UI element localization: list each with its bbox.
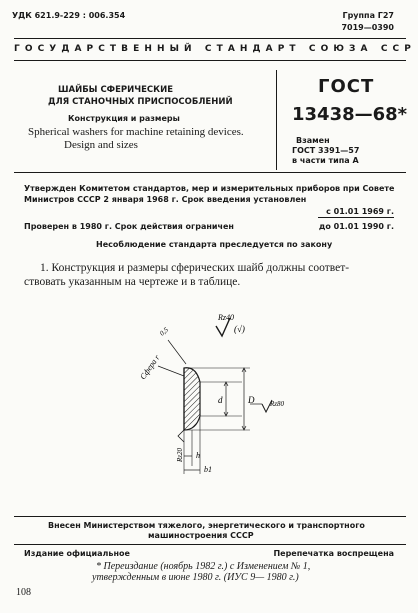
paragraph-line-2: ствовать указанным на чертеже и в таблице. bbox=[24, 276, 241, 288]
title-line-2: ДЛЯ СТАНОЧНЫХ ПРИСПОСОБЛЕНИЙ bbox=[48, 97, 233, 107]
udk-code: УДК 621.9-229 : 006.354 bbox=[12, 11, 126, 20]
title-rule-bottom bbox=[14, 172, 406, 173]
approval-line-1: Утвержден Комитетом стандартов, мер и измерительных приборов при Совете bbox=[24, 184, 395, 193]
title-line-1: ШАЙБЫ СФЕРИЧЕСКИЕ bbox=[58, 85, 174, 95]
washer-section bbox=[184, 368, 200, 430]
sphere-label: Сфера r bbox=[138, 353, 162, 382]
date-underline bbox=[318, 217, 394, 218]
title-english-1: Spherical washers for machine retaining devices. bbox=[28, 126, 244, 138]
state-standard-banner: ГОСУДАРСТВЕННЫЙ СТАНДАРТ СОЮЗА ССР bbox=[14, 44, 416, 54]
gost-label: ГОСТ bbox=[318, 76, 375, 97]
title-divider bbox=[276, 70, 277, 170]
reissue-note-1: * Переиздание (ноябрь 1982 г.) с Изменением № 1, bbox=[96, 561, 311, 572]
dim-b1-label: b1 bbox=[204, 465, 212, 474]
expiry-date: до 01.01 1990 г. bbox=[318, 222, 394, 231]
header-rule-bottom bbox=[14, 60, 406, 61]
chamfer-label: 0,5 bbox=[158, 325, 170, 338]
effective-date: с 01.01 1969 г. bbox=[326, 207, 394, 216]
group-code: 7019—0390 bbox=[341, 23, 394, 32]
rz-right-label: Rz80 bbox=[270, 400, 284, 408]
reprint-prohibited: Перепечатка воспрещена bbox=[273, 549, 394, 558]
chamfer-leader bbox=[168, 340, 186, 364]
replaces-standard: ГОСТ 3391—57 bbox=[292, 146, 360, 155]
title-english-2: Design and sizes bbox=[64, 139, 138, 151]
header-rule-top bbox=[14, 38, 406, 39]
dim-D-label: D bbox=[248, 395, 255, 405]
rz-left-icon bbox=[178, 430, 184, 442]
introduced-line-1: Внесен Министерством тяжелого, энергетического и транспортного bbox=[48, 521, 365, 530]
violation-notice: Несоблюдение стандарта преследуется по закону bbox=[96, 240, 333, 249]
replaces-scope: в части типа А bbox=[292, 156, 359, 165]
footer-rule-mid bbox=[14, 544, 406, 545]
footer-rule-top bbox=[14, 516, 406, 517]
official-edition: Издание официальное bbox=[24, 549, 130, 558]
reissue-note-2: утвержденным в июне 1980 г. (ИУС 9— 1980 г.) bbox=[92, 572, 299, 583]
group-label: Группа Г27 bbox=[342, 11, 394, 20]
dim-d-label: d bbox=[218, 395, 223, 405]
page-number: 108 bbox=[16, 587, 31, 598]
rz-left-label: Rz20 bbox=[176, 448, 184, 462]
sphere-leader bbox=[158, 366, 184, 376]
rz-top-paren: (√) bbox=[234, 324, 245, 334]
rz-top-label: Rz40 bbox=[218, 313, 234, 322]
title-subtitle: Конструкция и размеры bbox=[68, 114, 180, 123]
replaces-label: Взамен bbox=[296, 136, 330, 145]
introduced-line-2: машиностроения СССР bbox=[148, 531, 254, 540]
dim-h-label: h bbox=[196, 451, 200, 460]
checked-line: Проверен в 1980 г. Срок действия ограничен bbox=[24, 222, 234, 231]
gost-number: 13438—68* bbox=[292, 104, 408, 125]
washer-drawing bbox=[138, 306, 338, 486]
paragraph-line-1: 1. Конструкция и размеры сферических шайб должны соответ- bbox=[40, 262, 350, 274]
approval-line-2: Министров СССР 2 января 1968 г. Срок введения установлен bbox=[24, 195, 307, 204]
